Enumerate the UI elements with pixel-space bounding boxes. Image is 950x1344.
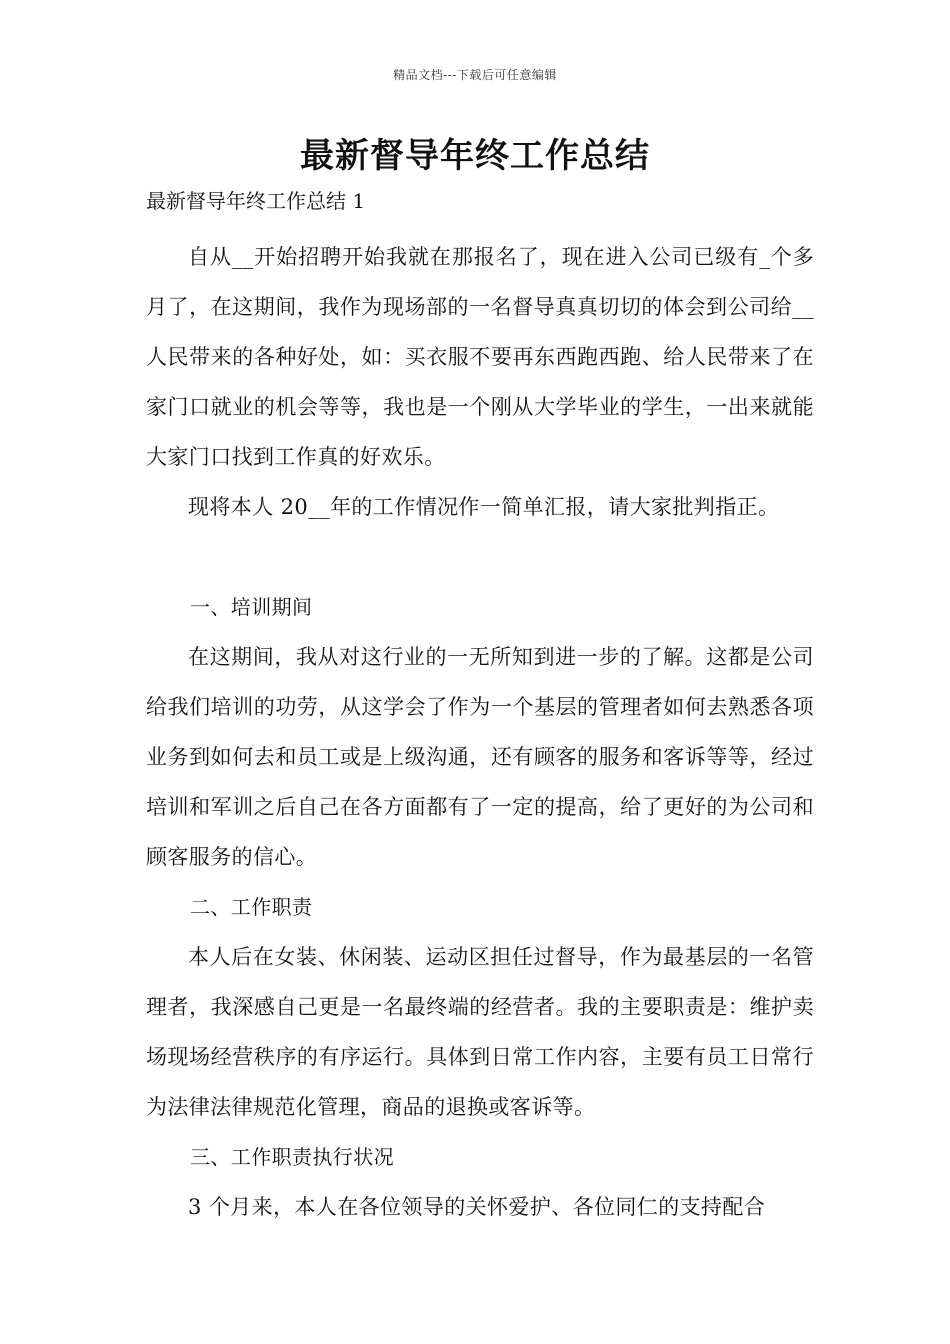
paragraph-execution: 3 个月来，本人在各位领导的关怀爱护、各位同仁的支持配合 — [188, 1195, 766, 1219]
document-body — [146, 232, 814, 1232]
section-heading-duties: 二、工作职责 — [190, 895, 313, 919]
section-heading-training: 一、培训期间 — [190, 595, 313, 619]
paragraph-training: 在这期间，我从对这行业的一无所知到进一步的了解。这都是公司给我们培训的功劳，从这学会了作为一个基层的管理者如何去熟悉各项业务到如何去和员工或是上级沟通，还有顾客的服务和客诉等等，经过培训和军训之后自己在各方面都有了一定的提高，给了更好的为公司和顾客服务的信心。 — [146, 645, 814, 869]
document-title: 最新督导年终工作总结 — [300, 136, 650, 176]
section-heading-execution: 三、工作职责执行状况 — [190, 1145, 394, 1169]
document-subtitle: 最新督导年终工作总结 1 — [146, 189, 366, 213]
paragraph-duties: 本人后在女装、休闲装、运动区担任过督导，作为最基层的一名管理者，我深感自己更是一名最终端的经营者。我的主要职责是：维护卖场现场经营秩序的有序运行。具体到日常工作内容，主要有员工日常行为法律法律规范化管理，商品的退换或客诉等。 — [146, 945, 814, 1119]
paragraph-intro: 自从__开始招聘开始我就在那报名了，现在进入公司已级有_个多月了，在这期间，我作为现场部的一名督导真真切切的体会到公司给__人民带来的各种好处，如：买衣服不要再东西跑西跑、给人民带来了在家门口就业的机会等等，我也是一个刚从大学毕业的学生，一出来就能大家门口找到工作真的好欢乐。 — [146, 245, 814, 469]
paragraph-summary: 现将本人 20__年的工作情况作一简单汇报，请大家批判指正。 — [188, 495, 780, 519]
page-header: 精品文档---下载后可任意编辑 — [393, 68, 557, 82]
blank-line — [146, 532, 814, 582]
